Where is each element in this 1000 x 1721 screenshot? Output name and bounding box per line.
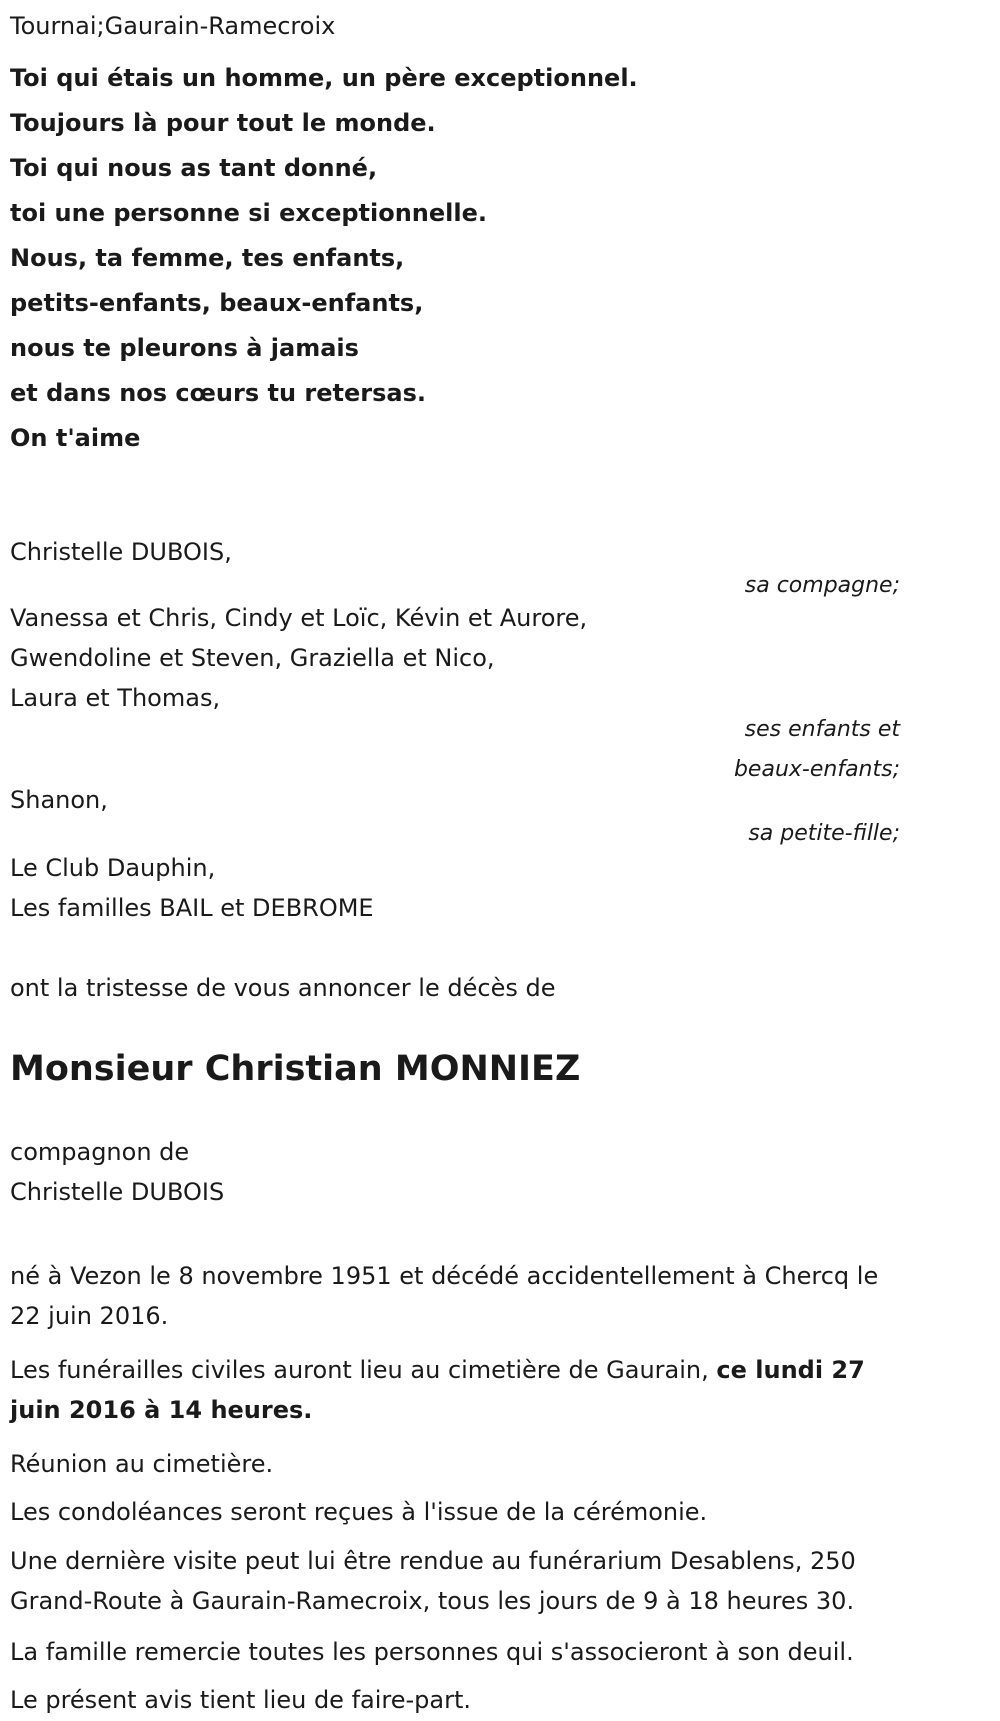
poem-line: petits-enfants, beaux-enfants, [10,289,424,317]
poem-line: Toi qui nous as tant donné, [10,154,378,182]
companion-name: Christelle DUBOIS, [10,538,232,566]
children-role: beaux-enfants; [733,757,900,782]
poem [10,56,638,461]
notice-text: Le présent avis tient lieu de faire-part. [10,1686,472,1714]
poem-line: Toujours là pour tout le monde. [10,109,436,137]
poem-line: Toi qui étais un homme, un père exceptionnel. [10,64,638,92]
poem-line: nous te pleurons à jamais [10,334,359,362]
children-line: Laura et Thomas, [10,684,221,712]
companion-role: sa compagne; [744,573,900,598]
poem-line: On t'aime [10,424,141,452]
companion-of-name: Christelle DUBOIS [10,1178,225,1206]
others-line: Le Club Dauphin, [10,854,216,882]
poem-line: toi une personne si exceptionnelle. [10,199,488,227]
others-line: Les familles BAIL et DEBROME [10,894,374,922]
condolences-text: Les condoléances seront reçues à l'issue de la cérémonie. [10,1498,708,1526]
children-role: ses enfants et [744,717,900,742]
birth-death-text: né à Vezon le 8 novembre 1951 et décédé accidentellement à Chercq le 22 juin 2016. [10,1262,879,1330]
granddaughter-name: Shanon, [10,786,108,814]
funeral-text-prefix: Les funérailles civiles auront lieu au cimetière de Gaurain, [10,1356,717,1384]
visit-text: Une dernière visite peut lui être rendue au funérarium Desablens, 250 Grand-Route à Gaurain-Ramecroix, tous les jours de 9 à 18 heures 30. [10,1547,856,1615]
children-line: Vanessa et Chris, Cindy et Loïc, Kévin et Aurore, [10,604,588,632]
children-line: Gwendoline et Steven, Graziella et Nico, [10,644,495,672]
announcement-text: ont la tristesse de vous annoncer le décès de [10,974,556,1002]
companion-of-label: compagnon de [10,1138,190,1166]
location-header: Tournai;Gaurain-Ramecroix [10,12,336,40]
poem-line: et dans nos cœurs tu retersas. [10,379,426,407]
funeral-text [10,1350,905,1430]
poem-line: Nous, ta femme, tes enfants, [10,244,405,272]
granddaughter-role: sa petite-fille; [748,821,900,846]
deceased-name: Monsieur Christian MONNIEZ [10,1049,581,1089]
reunion-text: Réunion au cimetière. [10,1450,274,1478]
thanks-text: La famille remercie toutes les personnes qui s'associeront à son deuil. [10,1638,854,1666]
funeral-date-time: ce lundi 27 juin 2016 à 14 heures. [10,1356,865,1424]
